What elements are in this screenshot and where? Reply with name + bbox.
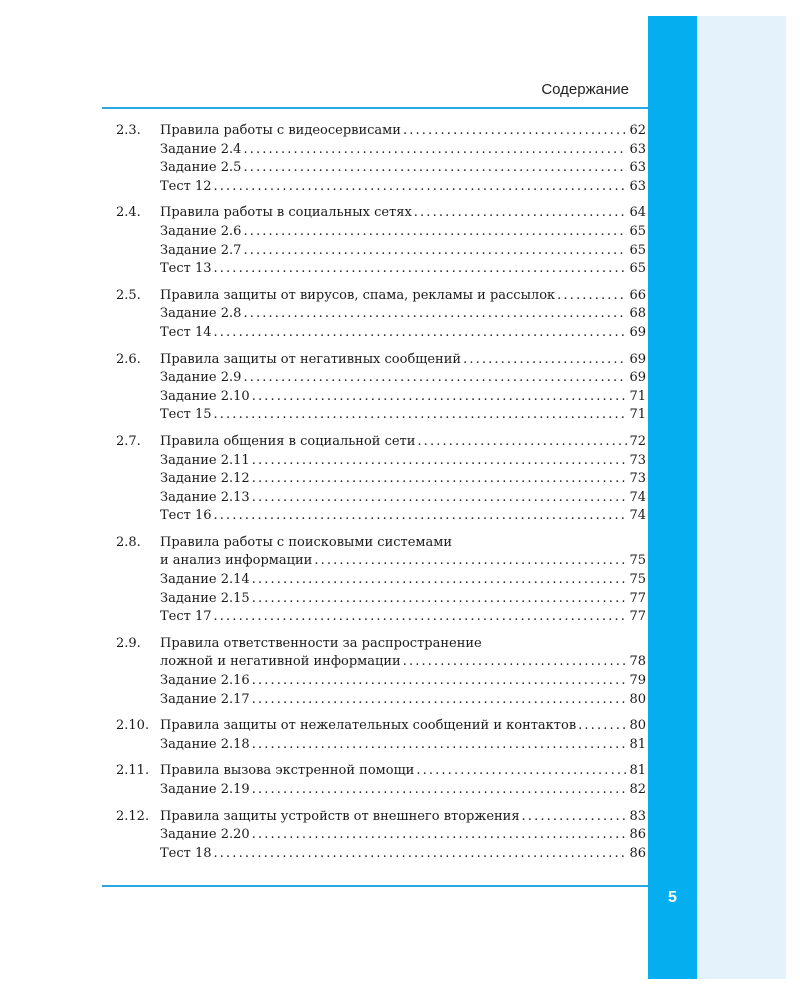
toc-section xyxy=(116,287,646,343)
section-number: 2.3. xyxy=(116,123,141,138)
section-number: 2.6. xyxy=(116,351,141,367)
leader-dots xyxy=(214,324,628,343)
section-title: Правила работы с видеосервисами xyxy=(160,123,401,138)
subentry-label: Тест 15 xyxy=(160,407,212,423)
leader-dots xyxy=(214,845,628,864)
page-ref: 74 xyxy=(629,489,646,505)
subentry-label: Тест 16 xyxy=(160,508,212,524)
page-ref: 81 xyxy=(629,763,646,779)
section-number: 2.11. xyxy=(116,763,150,779)
subentry-label: Задание 2.12 xyxy=(160,471,250,487)
page-ref: 73 xyxy=(629,471,646,487)
leader-dots xyxy=(243,369,627,388)
leader-dots xyxy=(214,507,628,526)
section-title: Правила защиты от нежелательных сообщений и контактов xyxy=(160,718,577,734)
toc-section xyxy=(116,433,646,526)
leader-dots xyxy=(214,178,628,197)
section-title: Правила защиты от негативных сообщений xyxy=(160,351,462,367)
page-ref: 86 xyxy=(629,827,646,843)
toc-subentry[interactable] xyxy=(116,608,646,627)
toc-subentry[interactable] xyxy=(116,223,646,242)
toc-subentry[interactable] xyxy=(116,141,646,160)
subentry-label: Задание 2.5 xyxy=(160,160,242,176)
section-title: ложной и негативной информации xyxy=(160,654,401,670)
page-ref: 86 xyxy=(629,845,646,861)
section-number: 2.12. xyxy=(116,808,150,824)
leader-dots xyxy=(252,781,628,800)
leader-dots xyxy=(243,141,627,160)
leader-dots xyxy=(463,351,627,370)
section-title-line: Правила работы с поисковыми системами xyxy=(160,534,453,550)
page-number: 5 xyxy=(668,889,677,906)
page-ref: 77 xyxy=(629,609,646,625)
toc-subentry[interactable] xyxy=(116,388,646,407)
page-ref: 62 xyxy=(629,123,646,138)
toc-subentry[interactable] xyxy=(116,406,646,425)
toc-section xyxy=(116,717,646,754)
running-header-title: Содержание xyxy=(541,81,629,98)
page-ref: 64 xyxy=(629,205,646,221)
side-margin-light xyxy=(697,16,786,979)
toc-subentry[interactable] xyxy=(116,324,646,343)
toc-subentry[interactable] xyxy=(116,369,646,388)
section-number: 2.10. xyxy=(116,718,150,734)
toc-subentry[interactable] xyxy=(116,489,646,508)
subentry-label: Задание 2.13 xyxy=(160,489,250,505)
leader-dots xyxy=(243,223,627,242)
toc-subentry[interactable] xyxy=(116,590,646,609)
toc-subentry[interactable] xyxy=(116,781,646,800)
subentry-label: Тест 13 xyxy=(160,261,212,277)
page-ref: 68 xyxy=(629,306,646,322)
leader-dots xyxy=(557,287,627,306)
leader-dots xyxy=(252,470,628,489)
toc-section xyxy=(116,808,646,864)
page-ref: 72 xyxy=(629,433,646,449)
leader-dots xyxy=(414,204,628,223)
subentry-label: Задание 2.18 xyxy=(160,736,250,752)
leader-dots xyxy=(243,159,627,178)
toc-section xyxy=(116,534,646,627)
section-number: 2.8. xyxy=(116,534,141,550)
subentry-label: Задание 2.14 xyxy=(160,572,250,588)
page-ref: 74 xyxy=(629,508,646,524)
subentry-label: Тест 18 xyxy=(160,845,212,861)
subentry-label: Тест 17 xyxy=(160,609,212,625)
leader-dots xyxy=(578,717,627,736)
toc-entry[interactable] xyxy=(116,122,646,141)
leader-dots xyxy=(243,242,627,261)
subentry-label: Задание 2.9 xyxy=(160,370,242,386)
page-ref: 80 xyxy=(629,718,646,734)
toc-entry[interactable] xyxy=(116,808,646,827)
leader-dots xyxy=(314,552,627,571)
leader-dots xyxy=(416,762,627,781)
subentry-label: Задание 2.8 xyxy=(160,306,242,322)
page-ref: 77 xyxy=(629,590,646,606)
toc-subentry[interactable] xyxy=(116,672,646,691)
toc-section-heading xyxy=(116,534,646,553)
section-title-line: Правила ответственности за распространение xyxy=(160,635,482,651)
page-ref: 71 xyxy=(629,407,646,423)
subentry-label: Задание 2.10 xyxy=(160,388,250,404)
toc-entry[interactable] xyxy=(116,204,646,223)
subentry-label: Задание 2.6 xyxy=(160,223,242,239)
page-ref: 63 xyxy=(629,141,646,157)
leader-dots xyxy=(403,653,628,672)
toc-entry[interactable] xyxy=(116,717,646,736)
toc-section xyxy=(116,122,646,196)
page-ref: 73 xyxy=(629,452,646,468)
toc-subentry[interactable] xyxy=(116,691,646,710)
toc-entry[interactable] xyxy=(116,351,646,370)
header-rule xyxy=(102,107,648,109)
leader-dots xyxy=(417,433,627,452)
section-title: и анализ информации xyxy=(160,553,313,569)
toc-subentry[interactable] xyxy=(116,452,646,471)
toc-subentry[interactable] xyxy=(116,260,646,279)
subentry-label: Задание 2.16 xyxy=(160,673,250,689)
page-ref: 63 xyxy=(629,160,646,176)
page-ref: 75 xyxy=(629,553,646,569)
subentry-label: Тест 12 xyxy=(160,178,212,194)
leader-dots xyxy=(214,260,628,279)
leader-dots xyxy=(252,489,628,508)
page-ref: 69 xyxy=(629,324,646,340)
section-title: Правила работы в социальных сетях xyxy=(160,205,412,221)
toc-section xyxy=(116,762,646,799)
page-ref: 81 xyxy=(629,736,646,752)
page-ref: 79 xyxy=(629,673,646,689)
leader-dots xyxy=(252,826,628,845)
page-ref: 65 xyxy=(629,223,646,239)
subentry-label: Задание 2.7 xyxy=(160,242,242,258)
section-number: 2.9. xyxy=(116,635,141,651)
toc-entry[interactable] xyxy=(116,653,646,672)
leader-dots xyxy=(403,122,628,141)
section-title: Правила защиты от вирусов, спама, рекламы и рассылок xyxy=(160,287,556,303)
leader-dots xyxy=(214,406,628,425)
toc-entry[interactable] xyxy=(116,433,646,452)
leader-dots xyxy=(252,691,628,710)
page-ref: 63 xyxy=(629,178,646,194)
leader-dots xyxy=(252,452,628,471)
toc-subentry[interactable] xyxy=(116,826,646,845)
toc-subentry[interactable] xyxy=(116,736,646,755)
toc-section xyxy=(116,635,646,709)
section-number: 2.4. xyxy=(116,205,141,221)
toc-entry[interactable] xyxy=(116,762,646,781)
page-ref: 65 xyxy=(629,261,646,277)
toc-section xyxy=(116,351,646,425)
footer-rule xyxy=(102,885,648,887)
table-of-contents xyxy=(116,122,646,871)
toc-entry[interactable] xyxy=(116,552,646,571)
leader-dots xyxy=(214,608,628,627)
leader-dots xyxy=(522,808,628,827)
toc-subentry[interactable] xyxy=(116,305,646,324)
subentry-label: Задание 2.11 xyxy=(160,452,250,468)
toc-subentry[interactable] xyxy=(116,242,646,261)
page-ref: 71 xyxy=(629,388,646,404)
section-title: Правила защиты устройств от внешнего вторжения xyxy=(160,808,520,824)
toc-section-heading xyxy=(116,635,646,654)
leader-dots xyxy=(252,590,628,609)
page-ref: 65 xyxy=(629,242,646,258)
page-ref: 83 xyxy=(629,808,646,824)
leader-dots xyxy=(252,672,628,691)
toc-subentry[interactable] xyxy=(116,845,646,864)
page-ref: 82 xyxy=(629,782,646,797)
subentry-label: Задание 2.20 xyxy=(160,827,250,843)
toc-subentry[interactable] xyxy=(116,571,646,590)
section-title: Правила вызова экстренной помощи xyxy=(160,763,415,779)
subentry-label: Задание 2.19 xyxy=(160,782,250,797)
side-margin-tab xyxy=(648,16,697,979)
leader-dots xyxy=(252,388,628,407)
subentry-label: Тест 14 xyxy=(160,324,212,340)
toc-subentry[interactable] xyxy=(116,178,646,197)
page-ref: 78 xyxy=(629,654,646,670)
page-ref: 80 xyxy=(629,691,646,707)
toc-entry[interactable] xyxy=(116,287,646,306)
toc-subentry[interactable] xyxy=(116,470,646,489)
page-ref: 75 xyxy=(629,572,646,588)
page-ref: 66 xyxy=(629,287,646,303)
toc-section xyxy=(116,204,646,278)
section-number: 2.7. xyxy=(116,433,141,449)
leader-dots xyxy=(252,571,628,590)
page-ref: 69 xyxy=(629,351,646,367)
subentry-label: Задание 2.4 xyxy=(160,141,242,157)
toc-subentry[interactable] xyxy=(116,159,646,178)
leader-dots xyxy=(243,305,627,324)
subentry-label: Задание 2.17 xyxy=(160,691,250,707)
leader-dots xyxy=(252,736,628,755)
page-ref: 69 xyxy=(629,370,646,386)
subentry-label: Задание 2.15 xyxy=(160,590,250,606)
section-number: 2.5. xyxy=(116,287,141,303)
section-title: Правила общения в социальной сети xyxy=(160,433,416,449)
toc-subentry[interactable] xyxy=(116,507,646,526)
